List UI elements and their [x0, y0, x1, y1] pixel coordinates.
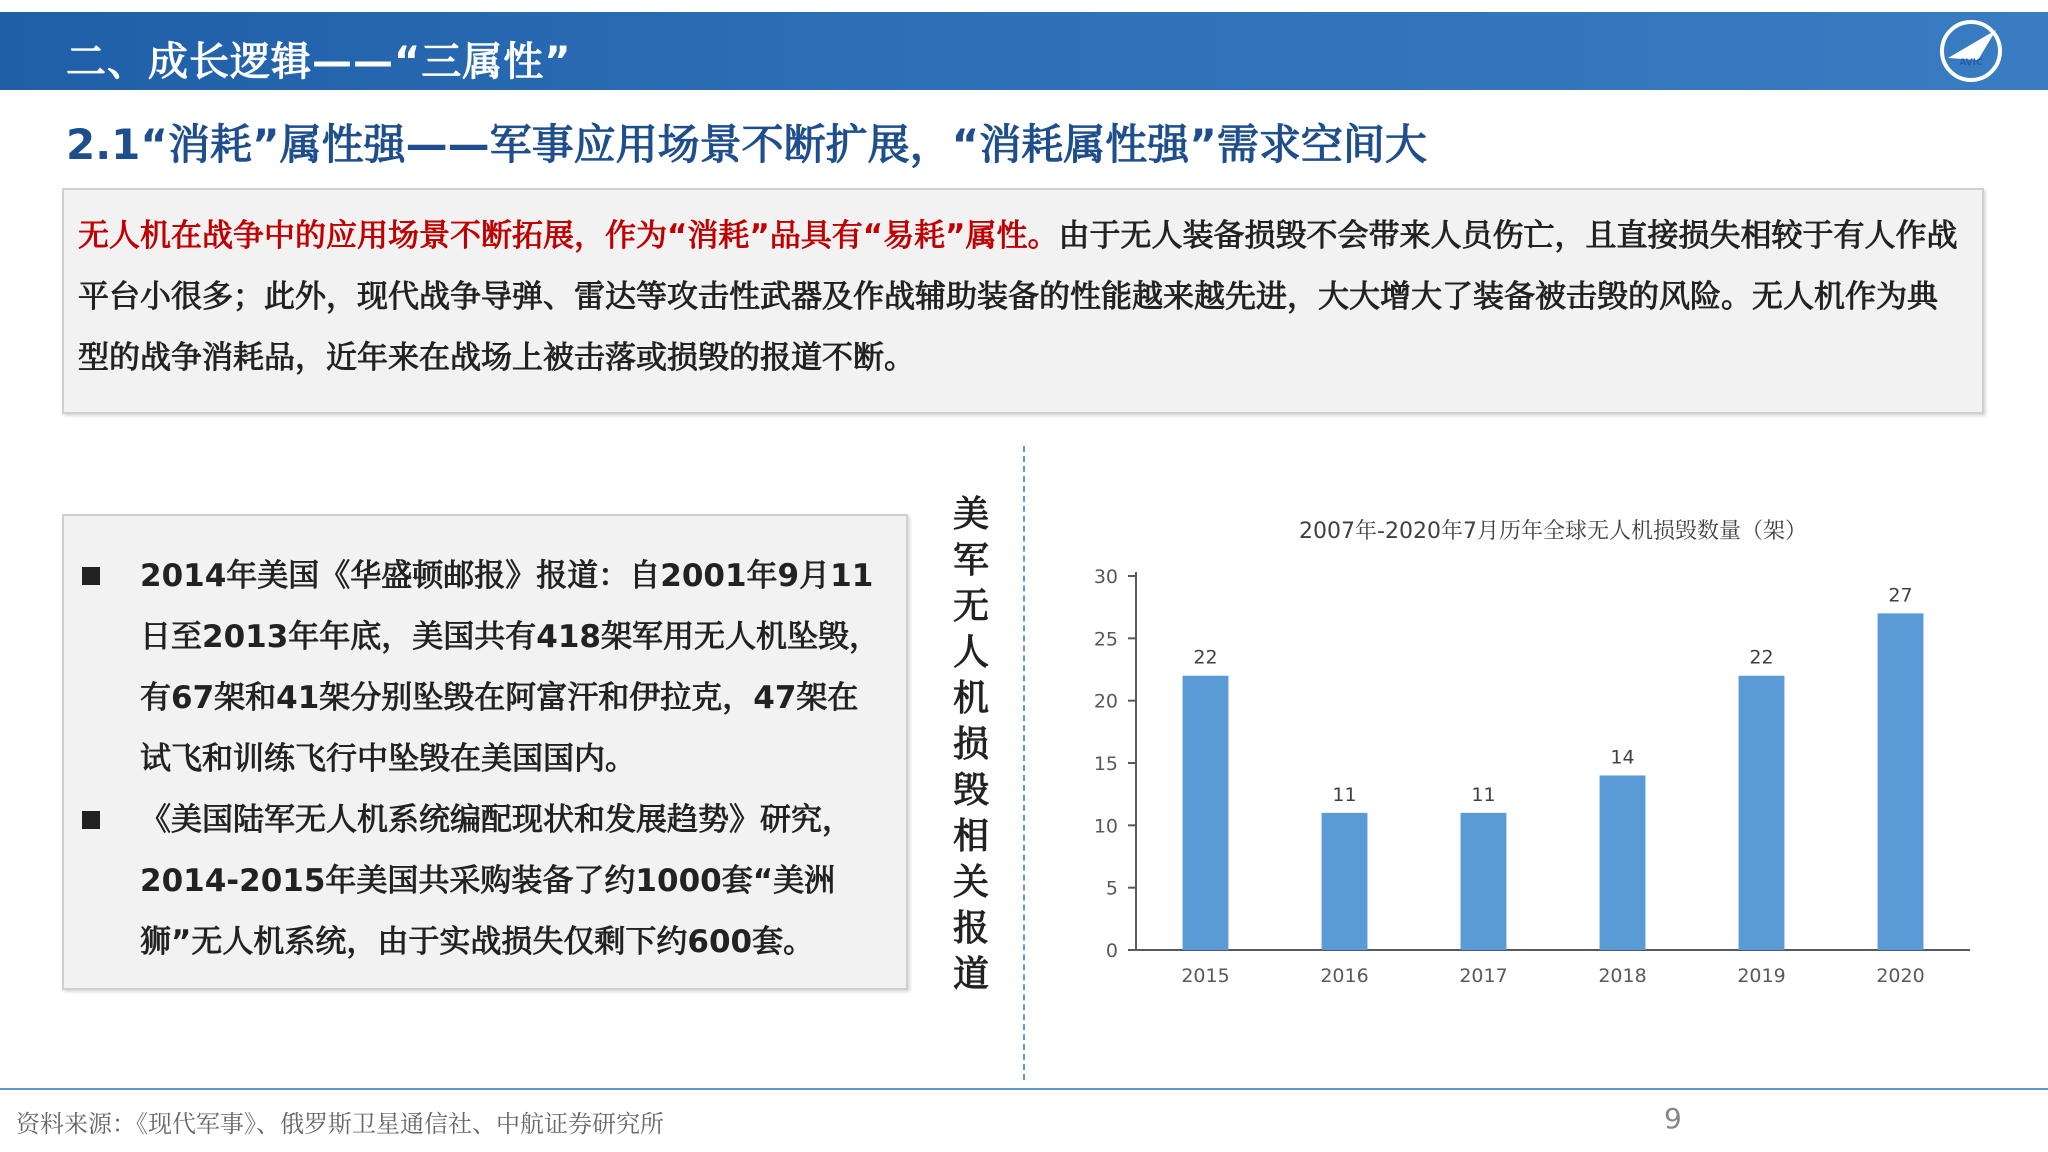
data-label: 22 [1193, 646, 1218, 669]
data-label: 11 [1332, 783, 1357, 806]
page-subtitle: 2.1“消耗”属性强——军事应用场景不断扩展，“消耗属性强”需求空间大 [66, 120, 1427, 169]
y-tick-label: 10 [1093, 815, 1118, 838]
y-tick-label: 15 [1093, 753, 1118, 775]
bullet-item [82, 790, 882, 973]
bullet-item [82, 546, 882, 790]
data-label: 11 [1471, 783, 1496, 806]
source-note: 资料来源：《现代军事》、俄罗斯卫星通信社、中航证券研究所 [16, 1110, 664, 1138]
bullet-text: 2014年美国《华盛顿邮报》报道：自2001年9月11日至2013年年底，美国共有418架军用无人机坠毁，有67架和41架分别坠毁在阿富汗和伊拉克，47架在试飞和训练飞行中坠毁在美国国内。 [140, 558, 880, 777]
page-number: 9 [1664, 1102, 1682, 1135]
x-tick-label: 2016 [1320, 965, 1369, 987]
data-label: 22 [1749, 646, 1774, 669]
y-tick-label: 30 [1093, 566, 1118, 588]
square-bullet-icon [82, 811, 100, 829]
bullet-text: 《美国陆军无人机系统编配现状和发展趋势》研究，2014-2015年美国共采购装备了约1000套“美洲狮”无人机系统，由于实战损失仅剩下约600套。 [140, 802, 853, 960]
y-tick-label: 5 [1105, 877, 1118, 900]
x-tick-label: 2020 [1876, 965, 1925, 987]
summary-body: 由于无人装备损毁不会带来人员伤亡，且直接损失相较于有人作战平台小很多；此外，现代战争导弹、雷达等攻击性武器及作战辅助装备的性能越来越先进，大大增大了装备被击毁的风险。无人机作为典型的战争消耗品，近年来在战场上被击落或损毁的报道不断。 [78, 218, 1958, 376]
avic-logo-icon [1938, 18, 2004, 84]
dashed-divider [1023, 446, 1025, 1080]
logo-text: AVIC [1959, 58, 1983, 68]
bar [1183, 676, 1229, 950]
footer-divider [0, 1088, 2048, 1090]
x-tick-label: 2015 [1181, 965, 1230, 987]
vertical-title: 美军无人机损毁相关报道 [952, 494, 989, 995]
drone-loss-bar-chart [1060, 500, 2000, 1020]
y-tick-label: 25 [1093, 628, 1118, 651]
square-bullet-icon [82, 567, 100, 585]
report-bullet-box [62, 514, 908, 990]
bar [1322, 813, 1368, 950]
data-label: 14 [1610, 746, 1635, 769]
bar [1600, 775, 1646, 950]
summary-highlight: 无人机在战争中的应用场景不断拓展，作为“消耗”品具有“易耗”属性。 [78, 218, 1059, 254]
summary-text [78, 206, 1968, 389]
y-tick-label: 0 [1105, 940, 1118, 962]
y-tick-label: 20 [1093, 690, 1118, 713]
x-tick-label: 2019 [1737, 965, 1786, 987]
x-tick-label: 2018 [1598, 965, 1647, 987]
chart-title: 2007年-2020年7月历年全球无人机损毁数量（架） [1299, 519, 1807, 544]
bar [1461, 813, 1507, 950]
bar [1739, 676, 1785, 950]
section-title: 二、成长逻辑——“三属性” [66, 39, 572, 85]
bar [1878, 613, 1924, 950]
summary-box [62, 188, 1984, 414]
x-tick-label: 2017 [1459, 965, 1508, 987]
data-label: 27 [1888, 584, 1913, 607]
header-bar [0, 12, 2048, 90]
